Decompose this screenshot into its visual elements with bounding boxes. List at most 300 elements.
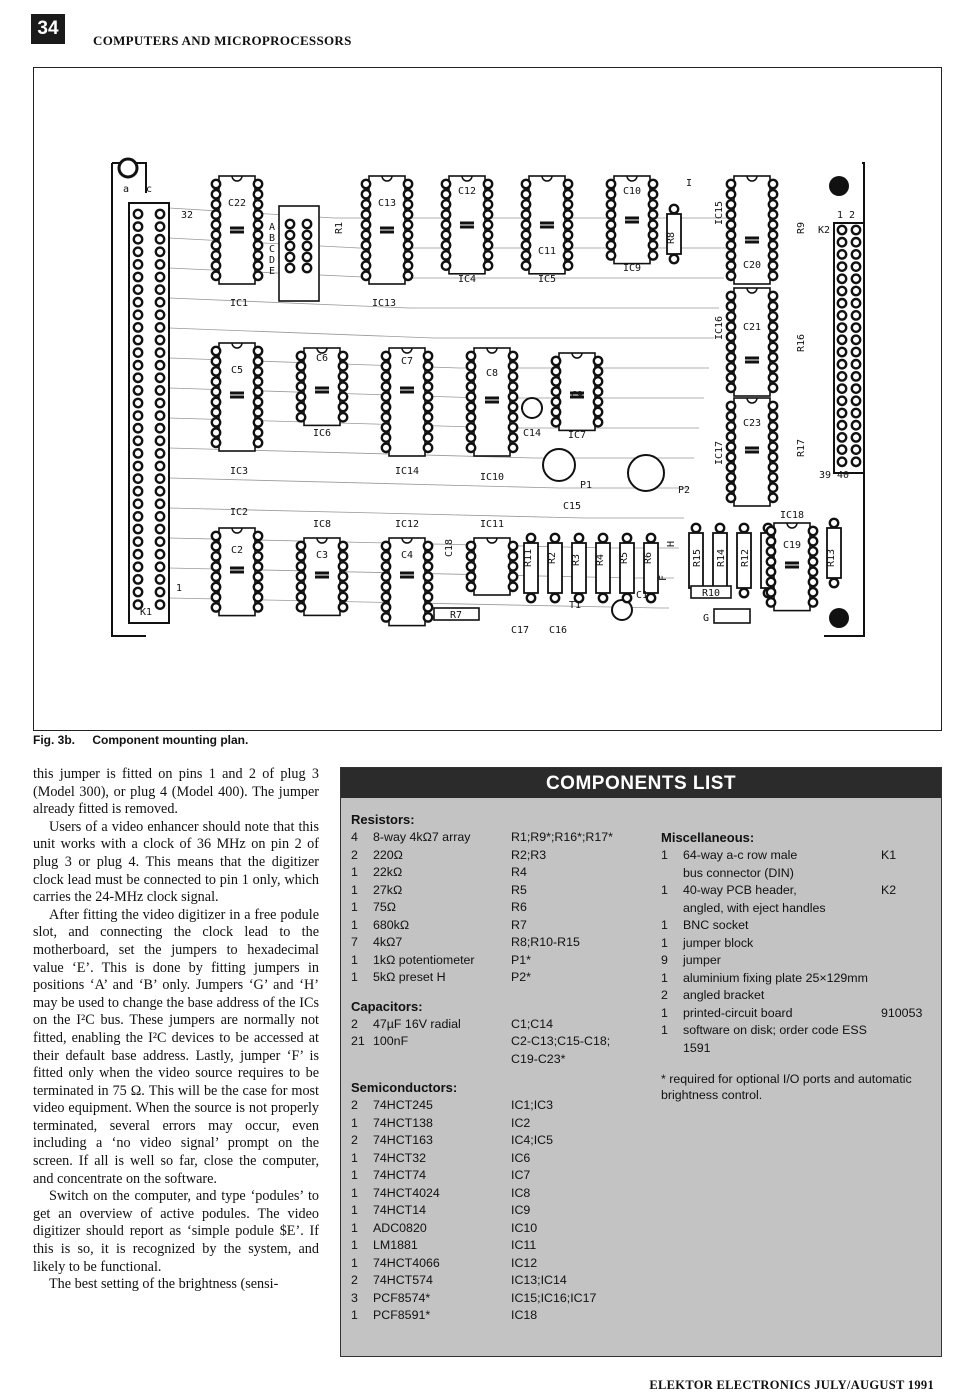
pcb-pad (594, 408, 602, 416)
pcb-label: R3 (571, 553, 582, 567)
pcb-pad (830, 519, 838, 527)
pcb-pad (809, 578, 817, 586)
pcb-pad (424, 552, 432, 560)
pcb-pad (809, 547, 817, 555)
pcb-pad (424, 562, 432, 570)
component-quantity (351, 1051, 373, 1069)
pcb-label: R5 (619, 551, 630, 565)
pcb-pad (838, 372, 846, 380)
pcb-pad (564, 200, 572, 208)
pcb-pad (838, 226, 846, 234)
page-footer: ELEKTOR ELECTRONICS JULY/AUGUST 1991 (649, 1378, 934, 1392)
pcb-pad (649, 221, 657, 229)
figure-caption (33, 733, 248, 747)
pcb-pad (339, 562, 347, 570)
pcb-pad (134, 260, 142, 268)
pcb-pad (552, 408, 560, 416)
component-description: 64-way a-c row male (683, 848, 798, 862)
component-quantity: 7 (351, 935, 358, 949)
pcb-pad (156, 600, 164, 608)
component-quantity: 1 (661, 1005, 668, 1020)
pcb-resistor (596, 543, 610, 593)
pcb-pad (424, 403, 432, 411)
pcb-pad (852, 421, 860, 429)
pcb-pad (607, 180, 615, 188)
component-quantity: 1 (351, 970, 358, 984)
component-row (351, 899, 646, 917)
pcb-pad (424, 352, 432, 360)
component-quantity: 2 (351, 847, 358, 862)
pcb-pad (156, 512, 164, 520)
components-list-box (340, 767, 942, 1357)
component-row (351, 1290, 646, 1308)
pcb-pad (156, 563, 164, 571)
pcb-pad (424, 382, 432, 390)
pcb-pad (156, 588, 164, 596)
pcb-pad (484, 231, 492, 239)
figure-caption-label: Fig. 3b. (33, 733, 75, 747)
pcb-pad (134, 361, 142, 369)
pcb-pad (382, 393, 390, 401)
component-reference: P1* (511, 952, 531, 967)
capacitors-heading: Capacitors: (351, 998, 423, 1014)
component-quantity: 1 (351, 952, 358, 967)
pcb-pad (509, 352, 517, 360)
pcb-pad (594, 377, 602, 385)
pcb-pad (303, 242, 311, 250)
component-row (351, 1016, 646, 1034)
pcb-pad (509, 423, 517, 431)
pcb-pad (852, 250, 860, 258)
pcb-pad (254, 418, 262, 426)
pcb-label: R6 (643, 551, 654, 565)
pcb-pad (727, 231, 735, 239)
pcb-pad (767, 578, 775, 586)
pcb-pad (134, 336, 142, 344)
pcb-pad (727, 333, 735, 341)
pcb-pad (404, 241, 412, 249)
pcb-pad (339, 542, 347, 550)
component-quantity: 1 (351, 1220, 358, 1235)
pcb-label: C4 (400, 550, 414, 561)
pcb-label: C6 (315, 353, 329, 364)
pcb-pad (424, 572, 432, 580)
pcb-label: C5 (230, 365, 244, 376)
pcb-pad (156, 210, 164, 218)
pcb-pad (467, 413, 475, 421)
pcb-pad (404, 190, 412, 198)
component-reference: IC11 (511, 1238, 537, 1252)
pcb-pad (838, 348, 846, 356)
pcb-pad (156, 336, 164, 344)
pcb-pad (134, 374, 142, 382)
pcb-pad (254, 542, 262, 550)
pcb-pad (769, 363, 777, 371)
pcb-pad (769, 483, 777, 491)
component-reference (881, 900, 937, 918)
pcb-pad (297, 572, 305, 580)
pcb-pad (767, 527, 775, 535)
pcb-pad (134, 424, 142, 432)
pcb-pad (254, 272, 262, 280)
pcb-pad (134, 411, 142, 419)
pcb-pad (297, 542, 305, 550)
pcb-pad (599, 534, 607, 542)
pcb-pad (852, 323, 860, 331)
pcb-pad (134, 525, 142, 533)
pcb-pad (382, 382, 390, 390)
pcb-pad (254, 583, 262, 591)
pcb-label: C11 (537, 246, 557, 257)
pcb-pad (156, 537, 164, 545)
component-reference (881, 970, 937, 988)
body-paragraph: After fitting the video digitizer in a free podule slot, and connecting the clock lead to the motherboard, set the jumpers to hexadecimal value ‘E’. This is done by fitting jumpers in positions ‘A’ and ‘B’ only. Jumpers ‘G’ and ‘H’ may be used to change the base address of the ICs on the I²C bus. These jumpers are normally not fitted, enabling the I²C devices to be accessed at their default base address. Lastly, jumper ‘F’ is fitted only when the video source requires to be terminated in 75 Ω. This will be the case for most video equipment. When the source is not properly terminated, several errors may occur, even including a ‘no video signal’ prompt on the screen. If all is well so far, close the computer, and concentrate on the software. (33, 906, 319, 1187)
pcb-pad (442, 221, 450, 229)
pcb-ic-outline (529, 176, 565, 274)
pcb-pad (297, 562, 305, 570)
component-row (351, 1097, 646, 1115)
pcb-pad (467, 562, 475, 570)
pcb-pad (134, 273, 142, 281)
component-quantity: 1 (351, 1150, 358, 1165)
pcb-pad (134, 210, 142, 218)
pcb-pad (134, 323, 142, 331)
component-reference (881, 935, 937, 953)
component-description: 680kΩ (373, 917, 410, 932)
pcb-pad (254, 357, 262, 365)
pcb-pad (852, 336, 860, 344)
pcb-pad (727, 494, 735, 502)
pcb-pad (564, 261, 572, 269)
component-description: 74HCT14 (373, 1203, 427, 1217)
pcb-pad (852, 433, 860, 441)
pcb-pad (254, 573, 262, 581)
pcb-label: R12 (740, 548, 751, 568)
pcb-pad (212, 180, 220, 188)
pcb-pad (212, 357, 220, 365)
pcb-pad (551, 534, 559, 542)
pcb-pad (509, 444, 517, 452)
component-description: 220Ω (373, 847, 403, 862)
pcb-pad (727, 483, 735, 491)
component-quantity: 2 (351, 1016, 358, 1031)
component-quantity: 3 (351, 1290, 358, 1305)
pcb-pad (484, 241, 492, 249)
pcb-pad (838, 250, 846, 258)
pcb-pad (809, 598, 817, 606)
components-right-column (661, 830, 937, 1103)
pcb-pad (564, 231, 572, 239)
pcb-pad (767, 588, 775, 596)
component-quantity: 1 (661, 1023, 668, 1037)
resistors-heading: Resistors: (351, 812, 415, 827)
component-description: 74HCT574 (373, 1273, 433, 1287)
pcb-pad (769, 272, 777, 280)
pcb-pad (552, 418, 560, 426)
component-reference (881, 917, 937, 935)
pcb-pad (339, 583, 347, 591)
pcb-pad (509, 413, 517, 421)
pcb-label: P1 (579, 480, 593, 491)
pcb-label: P2 (677, 485, 691, 496)
pcb-label: IC9 (622, 263, 642, 274)
pcb-label: G (702, 613, 710, 624)
pcb-pad (838, 433, 846, 441)
pcb-pad (297, 413, 305, 421)
component-quantity: 1 (351, 1185, 358, 1200)
pcb-pad (727, 463, 735, 471)
pcb-pad (424, 603, 432, 611)
pcb-pad (404, 261, 412, 269)
pcb-pad (156, 525, 164, 533)
pcb-pad (769, 373, 777, 381)
pcb-pad (727, 210, 735, 218)
pcb-pad (156, 449, 164, 457)
component-quantity: 1 (351, 882, 358, 897)
pcb-pad (767, 537, 775, 545)
pcb-pad (467, 382, 475, 390)
pcb-pad (424, 613, 432, 621)
pcb-pad (382, 413, 390, 421)
pcb-pad (647, 594, 655, 602)
pcb-pad (297, 583, 305, 591)
pcb-pad (134, 512, 142, 520)
pcb-pad (767, 547, 775, 555)
component-reference: IC8 (511, 1185, 531, 1200)
pcb-pad (852, 275, 860, 283)
pcb-pad (838, 397, 846, 405)
pcb-pad (134, 462, 142, 470)
pcb-pad (212, 552, 220, 560)
component-reference: R6 (511, 900, 527, 914)
pcb-pad (303, 253, 311, 261)
pcb-pad (362, 261, 370, 269)
pcb-pad (297, 403, 305, 411)
component-reference: IC6 (511, 1150, 531, 1165)
pcb-label: C9 (570, 390, 584, 401)
pcb-pad (254, 190, 262, 198)
resistors-list (351, 829, 646, 987)
pcb-pad (769, 422, 777, 430)
pcb-pad (727, 312, 735, 320)
component-row (351, 1115, 646, 1133)
pcb-pad (212, 603, 220, 611)
pcb-label: C7 (400, 356, 414, 367)
pcb-pad (156, 500, 164, 508)
pcb-label: C8 (485, 368, 499, 379)
component-row (351, 1237, 646, 1255)
pcb-pad (467, 393, 475, 401)
pcb-pad (769, 261, 777, 269)
component-description (373, 1051, 511, 1069)
component-row (661, 952, 937, 970)
pcb-pad (467, 552, 475, 560)
pcb-pad (303, 220, 311, 228)
pcb-pad (727, 402, 735, 410)
pcb-pad (339, 393, 347, 401)
pcb-pad (467, 423, 475, 431)
pcb-pad (852, 287, 860, 295)
pcb-label: C21 (742, 322, 762, 333)
pcb-mounting-hole (829, 176, 849, 196)
pcb-pad (297, 593, 305, 601)
miscellaneous-heading: Miscellaneous: (661, 830, 755, 845)
pcb-pad (362, 241, 370, 249)
pcb-pad (769, 180, 777, 188)
pcb-label: R15 (692, 548, 703, 568)
pcb-pad (339, 572, 347, 580)
pcb-pad (769, 251, 777, 259)
pcb-pad (727, 200, 735, 208)
pcb-pad (212, 210, 220, 218)
pcb-pad (442, 241, 450, 249)
component-reference (881, 987, 937, 1005)
component-row (661, 917, 937, 935)
pcb-pad (599, 594, 607, 602)
component-reference: K2 (881, 883, 897, 897)
pcb-pad (467, 403, 475, 411)
pcb-pad (769, 302, 777, 310)
pcb-pad (212, 251, 220, 259)
component-description: LM1881 (373, 1238, 418, 1252)
pcb-pad (552, 357, 560, 365)
pcb-pad (339, 362, 347, 370)
component-row (351, 829, 646, 847)
pcb-pad (212, 398, 220, 406)
pcb-pad (467, 572, 475, 580)
pcb-pad (607, 241, 615, 249)
pcb-pad (156, 550, 164, 558)
pcb-pad (852, 397, 860, 405)
pcb-pad (442, 261, 450, 269)
pcb-pad (649, 251, 657, 259)
pcb-pad (769, 443, 777, 451)
pcb-pad (286, 253, 294, 261)
pcb-pad (594, 418, 602, 426)
pcb-label: A (268, 222, 276, 233)
component-description: PCF8591* (373, 1308, 431, 1322)
component-mounting-plan-figure (33, 67, 942, 731)
pcb-pad (467, 542, 475, 550)
pcb-resistor (572, 543, 586, 593)
pcb-pad (254, 200, 262, 208)
pcb-pad (254, 552, 262, 560)
pcb-pad (522, 180, 530, 188)
pcb-pad (769, 333, 777, 341)
pcb-pad (727, 292, 735, 300)
pcb-label: 32 (180, 210, 194, 221)
pcb-ic-outline (369, 176, 405, 284)
pcb-pad (509, 572, 517, 580)
pcb-pad (467, 362, 475, 370)
pcb-ic-outline (734, 288, 770, 396)
pcb-pad (467, 352, 475, 360)
pcb-pad (212, 562, 220, 570)
pcb-pad (692, 524, 700, 532)
component-reference: C1;C14 (511, 1016, 554, 1031)
pcb-pad (484, 221, 492, 229)
component-row (661, 970, 937, 988)
pcb-pad (404, 210, 412, 218)
pcb-mounting-hole (829, 608, 849, 628)
pcb-pad (134, 285, 142, 293)
component-quantity: 1 (661, 883, 668, 897)
pcb-pad (134, 537, 142, 545)
pcb-trace (169, 478, 689, 488)
pcb-pad (769, 453, 777, 461)
component-description: angled bracket (683, 988, 765, 1002)
pcb-pad (838, 287, 846, 295)
pcb-label: IC17 (714, 440, 725, 466)
pcb-pad (852, 311, 860, 319)
pcb-pad (254, 593, 262, 601)
pcb-pad (670, 205, 678, 213)
pcb-pad (769, 353, 777, 361)
pcb-pad (522, 241, 530, 249)
pcb-pad (212, 190, 220, 198)
pcb-pad (649, 210, 657, 218)
component-quantity: 2 (661, 988, 668, 1002)
pcb-label: R7 (449, 610, 463, 621)
pcb-pad (552, 387, 560, 395)
pcb-pad (134, 437, 142, 445)
pcb-pad (564, 251, 572, 259)
pcb-pad (623, 534, 631, 542)
pcb-pad (838, 409, 846, 417)
pcb-pad (156, 399, 164, 407)
pcb-pad (254, 439, 262, 447)
pcb-label: C12 (457, 186, 477, 197)
component-description: 74HCT32 (373, 1150, 427, 1165)
pcb-pad (484, 190, 492, 198)
pcb-label: C16 (548, 625, 568, 636)
pcb-pad (467, 372, 475, 380)
pcb-pad (362, 210, 370, 218)
pcb-pad (297, 362, 305, 370)
component-quantity: 1 (661, 935, 668, 950)
component-description: 40-way PCB header, (683, 883, 797, 897)
pcb-pad (852, 458, 860, 466)
pcb-pad (424, 593, 432, 601)
pcb-pad (424, 372, 432, 380)
pcb-pad (212, 408, 220, 416)
component-reference: R4 (511, 865, 527, 879)
pcb-pad (254, 377, 262, 385)
pcb-label: IC5 (537, 274, 557, 285)
pcb-pad (339, 382, 347, 390)
pcb-pad (564, 210, 572, 218)
pcb-pad (297, 382, 305, 390)
pcb-ic-outline (219, 176, 255, 284)
pcb-pad (852, 226, 860, 234)
pcb-pad (156, 348, 164, 356)
pcb-pad (254, 532, 262, 540)
pcb-pad (424, 433, 432, 441)
body-text-column (33, 766, 319, 1294)
pcb-label: R16 (796, 333, 807, 353)
pcb-pad (809, 527, 817, 535)
pcb-pad (156, 222, 164, 230)
pcb-resistor (644, 543, 658, 593)
component-description: 74HCT4024 (373, 1185, 440, 1200)
pcb-mounting-hole (119, 159, 137, 177)
component-quantity: 1 (351, 865, 358, 879)
component-description: jumper (683, 953, 721, 967)
pcb-pad (552, 367, 560, 375)
pcb-pad (551, 594, 559, 602)
pcb-pad (527, 534, 535, 542)
pcb-pad (442, 200, 450, 208)
